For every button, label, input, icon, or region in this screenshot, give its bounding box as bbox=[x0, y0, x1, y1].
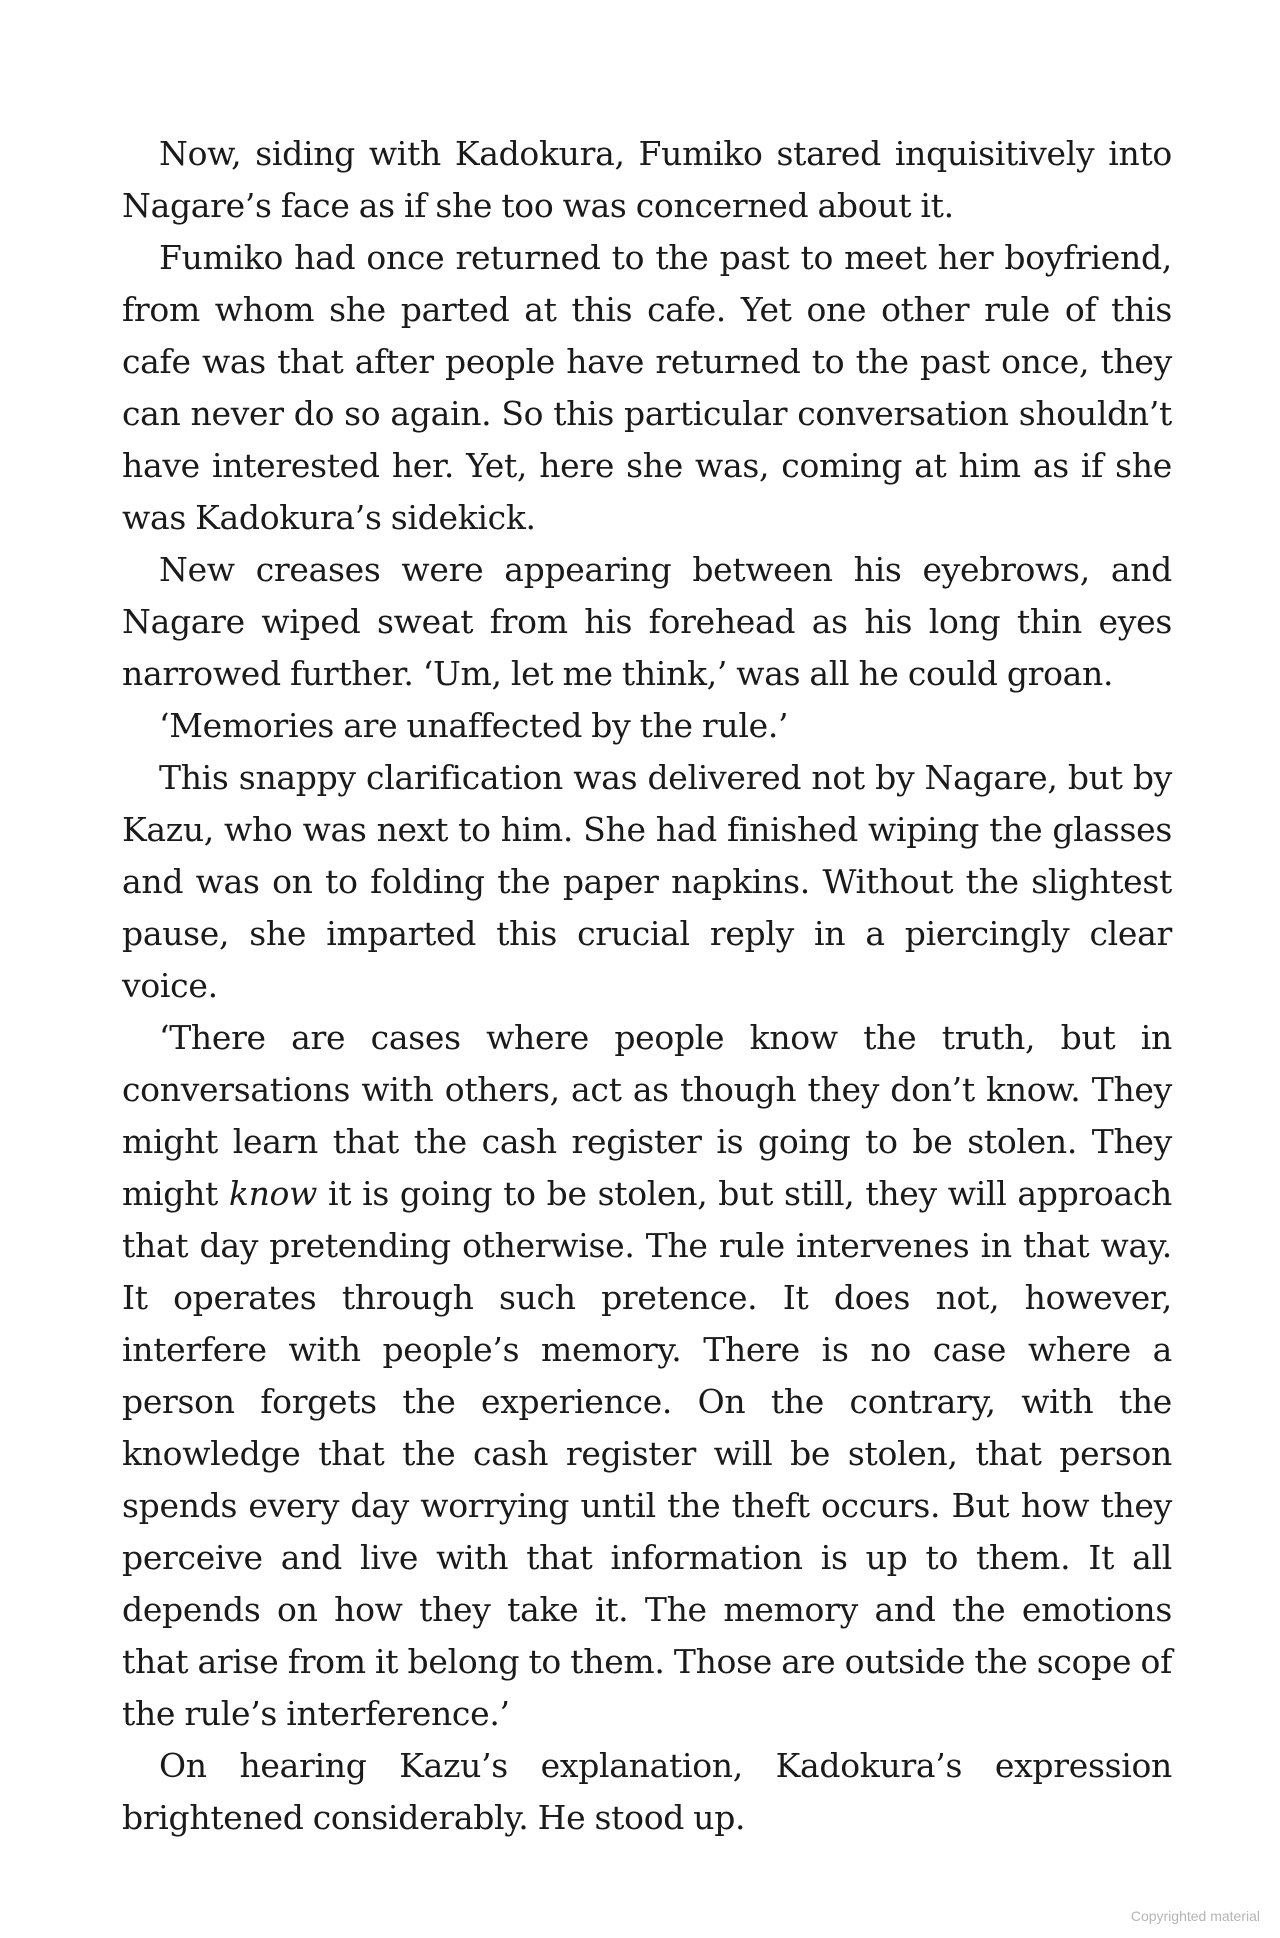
paragraph-text: it is going to be stolen, but still, they will approach that day pretending otherwise. The rule intervenes in that way. It operates through such pretence. It does not, however, interfere with people’s memory. There is no case where a person forgets the experience. On the contrary, with the knowledge that the cash register will be stolen, that person spends every day worrying until the theft occurs. But how they perceive and live with that information is up to them. It all depends on how they take it. The memory and the emotions that arise from it belong to them. Those are outside the scope of the rule’s interference.’ bbox=[122, 1174, 1172, 1733]
paragraph: Now, siding with Kadokura, Fumiko stared inquisitively into Nagare’s face as if she too was concerned about it. bbox=[122, 134, 1172, 225]
paragraph bbox=[122, 1012, 1172, 1740]
body-text bbox=[122, 128, 1172, 1844]
paragraph: New creases were appearing between his eyebrows, and Nagare wiped sweat from his forehead as his long thin eyes narrowed further. ‘Um, let me think,’ was all he could groan. bbox=[122, 550, 1172, 693]
paragraph: This snappy clarification was delivered not by Nagare, but by Kazu, who was next to him. She had finished wiping the glasses and was on to folding the paper napkins. Without the slightest pause, she imparted this crucial reply in a piercingly clear voice. bbox=[122, 758, 1172, 1005]
emphasis-text: know bbox=[228, 1174, 318, 1213]
paragraph: Fumiko had once returned to the past to meet her boyfriend, from whom she parted at this cafe. Yet one other rule of this cafe was that after people have returned to the past once, they can never do so again. So this particular conversation shouldn’t have interested her. Yet, here she was, coming at him as if she was Kadokura’s sidekick. bbox=[122, 238, 1172, 537]
paragraph-text: ‘There are cases where people know the truth, but in conversations with others, act as though they don’t know. They might learn that the cash register is going to be stolen. They might bbox=[122, 1018, 1172, 1213]
paragraph: ‘Memories are unaffected by the rule.’ bbox=[159, 706, 789, 745]
copyright-watermark: Copyrighted material bbox=[1130, 1908, 1260, 1924]
paragraph: On hearing Kazu’s explanation, Kadokura’s expression brightened considerably. He stood up. bbox=[122, 1746, 1172, 1837]
